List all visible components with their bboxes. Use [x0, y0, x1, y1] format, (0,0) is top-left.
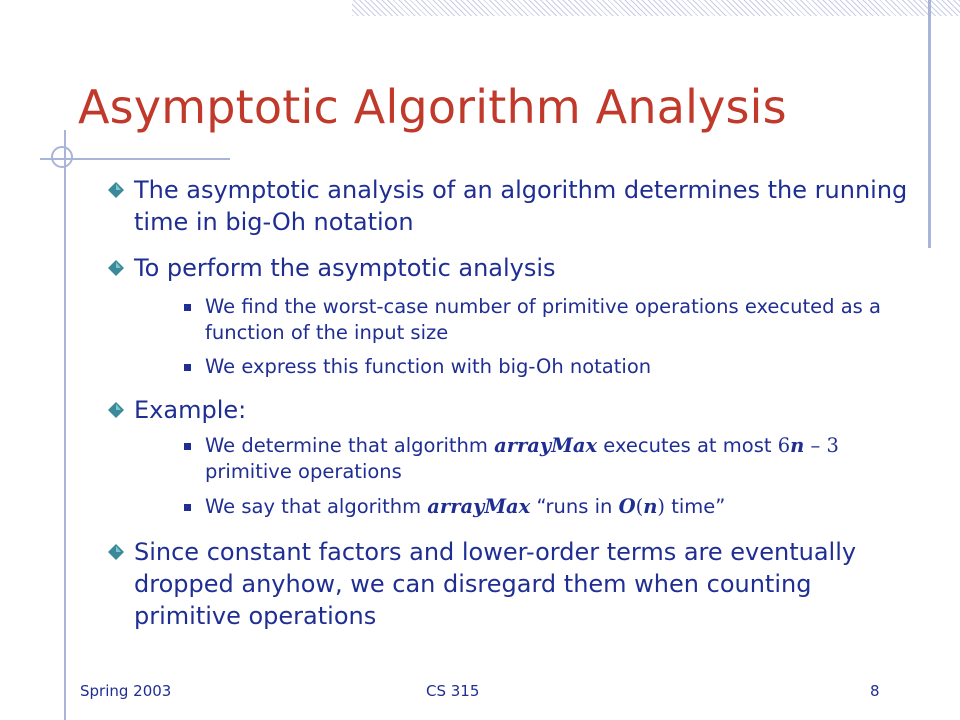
algorithm-name: arrayMax	[427, 495, 531, 518]
bullet-text: Since constant factors and lower-order terms are eventually dropped anyhow, we can disregard them when counting primitive operations	[134, 538, 857, 630]
sub-bullet-item	[184, 354, 904, 380]
diamond-bullet-icon	[108, 544, 124, 560]
left-vertical-rule	[64, 130, 66, 720]
footer-page-number: 8	[870, 682, 880, 700]
right-vertical-rule	[928, 0, 931, 248]
sub-bullet-text: We find the worst-case number of primitive operations executed as a function of the input size	[205, 295, 881, 344]
bullet-text: To perform the asymptotic analysis	[134, 254, 556, 282]
expression-variable: n	[790, 434, 805, 457]
bullet-text: The asymptotic analysis of an algorithm determines the running time in big-Oh notation	[134, 176, 908, 236]
bullet-item	[108, 174, 908, 238]
square-bullet-icon	[184, 443, 191, 450]
sub-bullet-text: We express this function with big-Oh notation	[205, 355, 652, 378]
diamond-bullet-icon	[108, 402, 124, 418]
bullet-item	[108, 252, 908, 284]
diamond-bullet-icon	[108, 260, 124, 276]
expression-coefficient: 6	[777, 434, 791, 457]
square-bullet-icon	[184, 304, 191, 311]
sub-bullet-text: We determine that algorithm arrayMax executes at most 6n – 3 primitive operations	[205, 434, 839, 483]
bullet-item	[108, 536, 908, 632]
slide-title: Asymptotic Algorithm Analysis	[78, 80, 787, 134]
sub-bullet-text: We say that algorithm arrayMax “runs in O(n) time”	[205, 495, 726, 518]
big-oh-variable: n	[643, 495, 658, 518]
square-bullet-icon	[184, 504, 191, 511]
big-oh-symbol: O	[618, 495, 636, 518]
diamond-bullet-icon	[108, 182, 124, 198]
expression-constant: – 3	[804, 434, 839, 457]
algorithm-name: arrayMax	[494, 434, 598, 457]
square-bullet-icon	[184, 364, 191, 371]
top-hatch-band	[352, 0, 960, 16]
bullet-item	[108, 394, 908, 426]
sub-bullet-item	[184, 294, 904, 346]
corner-circle-ornament	[51, 146, 73, 168]
sub-bullet-item	[184, 433, 904, 485]
sub-bullet-item	[184, 494, 904, 520]
bullet-text: Example:	[134, 396, 247, 424]
footer-date: Spring 2003	[80, 682, 172, 700]
footer-course: CS 315	[426, 682, 480, 700]
